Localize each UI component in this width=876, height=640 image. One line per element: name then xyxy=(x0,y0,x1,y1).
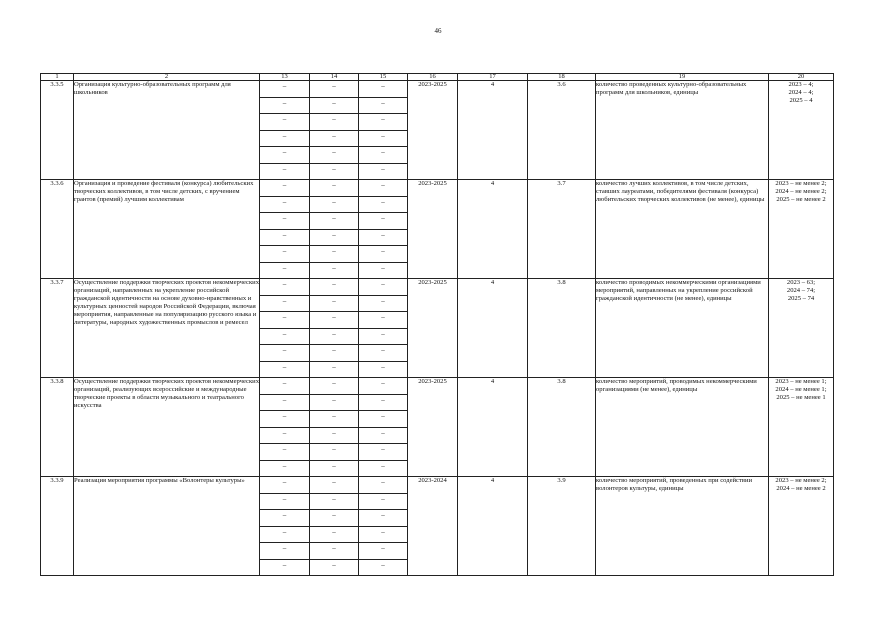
row-number: 3.3.7 xyxy=(41,279,74,378)
target-values xyxy=(769,378,834,477)
dash-value: – xyxy=(260,114,309,131)
header-cell: 2 xyxy=(74,74,260,81)
activity-name: Организация культурно-образовательных программ для школьников xyxy=(74,81,260,180)
dash-value: – xyxy=(310,279,358,296)
dash-value: – xyxy=(282,560,287,569)
dash-value: – xyxy=(359,378,407,395)
dash-column xyxy=(359,180,408,279)
row-number: 3.3.5 xyxy=(41,81,74,180)
header-cell: 20 xyxy=(769,74,834,81)
dash-value: – xyxy=(310,444,358,461)
dash-value: – xyxy=(310,494,358,511)
dash-value: – xyxy=(260,444,309,461)
dash-value: – xyxy=(359,147,407,164)
dash-column xyxy=(310,81,359,180)
dash-column xyxy=(359,378,408,477)
indicator-description: количество проводимых некоммерческими организациями мероприятий, направленных на укрепление российской гражданской идентичности (не менее), единицы xyxy=(596,279,769,378)
dash-stack xyxy=(260,279,309,377)
dash-value: – xyxy=(282,164,287,173)
dash-stack xyxy=(359,81,407,179)
dash-stack xyxy=(260,477,309,575)
target-value: 2025 – 74 xyxy=(787,295,815,303)
dash-column xyxy=(310,378,359,477)
dash-value: – xyxy=(359,81,407,98)
table-row xyxy=(41,81,834,180)
dash-value: – xyxy=(359,428,407,445)
dash-value: – xyxy=(282,362,287,371)
dash-value: – xyxy=(359,180,407,197)
dash-value: – xyxy=(260,543,309,560)
dash-value: – xyxy=(260,147,309,164)
target-values xyxy=(769,180,834,279)
target-value: 2023 – 63; xyxy=(786,279,816,286)
row-number: 3.3.9 xyxy=(41,477,74,576)
table-row xyxy=(41,180,834,279)
header-cell: 1 xyxy=(41,74,74,81)
dash-value: – xyxy=(332,362,336,371)
dash-column xyxy=(260,279,310,378)
table-row xyxy=(41,279,834,378)
dash-value: – xyxy=(359,197,407,214)
dash-stack xyxy=(260,180,309,278)
count-cell: 4 xyxy=(458,81,528,180)
dash-value: – xyxy=(359,296,407,313)
dash-value: – xyxy=(359,444,407,461)
dash-value: – xyxy=(282,263,287,272)
indicator-description: количество мероприятий, проведенных при содействии волонтеров культуры, единицы xyxy=(596,477,769,576)
dash-value: – xyxy=(381,362,385,371)
target-value: 2025 – не менее 1 xyxy=(776,394,826,402)
dash-value: – xyxy=(359,395,407,412)
dash-stack xyxy=(310,477,358,575)
years-cell: 2023-2025 xyxy=(408,81,458,180)
dash-value: – xyxy=(310,213,358,230)
header-cell: 17 xyxy=(458,74,528,81)
indicator-description: количество лучших коллективов, в том числе детских, ставших лауреатами, победителями фестиваля (конкурса) любительских творческих коллективов (не менее), единицы xyxy=(596,180,769,279)
dash-value: – xyxy=(260,230,309,247)
indicator-cell: 3.9 xyxy=(528,477,596,576)
dash-value: – xyxy=(260,527,309,544)
dash-value: – xyxy=(359,131,407,148)
dash-column xyxy=(359,477,408,576)
dash-value: – xyxy=(310,477,358,494)
dash-column xyxy=(260,477,310,576)
dash-value: – xyxy=(260,510,309,527)
activity-name: Организация и проведение фестиваля (конкурса) любительских творческих коллективов, в том числе детских, с вручением грантов (премий) лучшим коллективам xyxy=(74,180,260,279)
dash-value: – xyxy=(310,296,358,313)
indicator-description: количество проведенных культурно-образовательных программ для школьников, единицы xyxy=(596,81,769,180)
dash-value: – xyxy=(359,312,407,329)
target-value: 2025 – не менее 2 xyxy=(776,196,826,204)
target-value: 2024 – не менее 2; xyxy=(775,188,827,196)
dash-stack xyxy=(310,378,358,476)
dash-stack xyxy=(310,180,358,278)
target-value: 2023 – 4; xyxy=(788,81,814,88)
dash-column xyxy=(260,180,310,279)
target-value: 2023 – не менее 2; xyxy=(775,180,827,187)
dash-value: – xyxy=(260,98,309,115)
count-cell: 4 xyxy=(458,477,528,576)
dash-value: – xyxy=(310,230,358,247)
dash-value: – xyxy=(310,131,358,148)
dash-value: – xyxy=(359,543,407,560)
dash-value: – xyxy=(381,263,385,272)
dash-value: – xyxy=(310,312,358,329)
dash-value: – xyxy=(310,246,358,263)
dash-value: – xyxy=(332,263,336,272)
dash-value: – xyxy=(260,131,309,148)
dash-column xyxy=(260,378,310,477)
target-value: 2024 – 74; xyxy=(786,287,816,295)
dash-value: – xyxy=(260,312,309,329)
dash-value: – xyxy=(359,411,407,428)
dash-value: – xyxy=(260,279,309,296)
dash-value: – xyxy=(310,180,358,197)
dash-value: – xyxy=(310,527,358,544)
dash-value: – xyxy=(260,494,309,511)
years-cell: 2023-2025 xyxy=(408,279,458,378)
target-value: 2024 – не менее 2 xyxy=(776,485,826,493)
dash-value: – xyxy=(359,494,407,511)
years-cell: 2023-2025 xyxy=(408,180,458,279)
header-cell: 13 xyxy=(260,74,310,81)
dash-value: – xyxy=(260,81,309,98)
dash-value: – xyxy=(359,510,407,527)
target-values xyxy=(769,279,834,378)
dash-value: – xyxy=(310,197,358,214)
dash-value: – xyxy=(260,213,309,230)
page-number: 46 xyxy=(434,27,442,35)
dash-stack xyxy=(359,279,407,377)
activity-name: Реализация мероприятия программы «Волонтеры культуры» xyxy=(74,477,260,576)
dash-value: – xyxy=(310,147,358,164)
dash-value: – xyxy=(260,296,309,313)
dash-value: – xyxy=(260,345,309,362)
dash-value: – xyxy=(359,114,407,131)
row-number: 3.3.8 xyxy=(41,378,74,477)
count-cell: 4 xyxy=(458,279,528,378)
target-value: 2023 – не менее 2; xyxy=(775,477,827,484)
dash-value: – xyxy=(359,279,407,296)
dash-value: – xyxy=(260,477,309,494)
header-cell: 15 xyxy=(359,74,408,81)
header-cell: 16 xyxy=(408,74,458,81)
dash-value: – xyxy=(359,527,407,544)
dash-value: – xyxy=(310,543,358,560)
dash-value: – xyxy=(310,395,358,412)
dash-value: – xyxy=(359,246,407,263)
dash-value: – xyxy=(310,378,358,395)
dash-value: – xyxy=(260,246,309,263)
target-value: 2024 – 4; xyxy=(788,89,814,97)
dash-column xyxy=(359,81,408,180)
dash-value: – xyxy=(359,213,407,230)
header-cell: 14 xyxy=(310,74,359,81)
indicator-cell: 3.8 xyxy=(528,378,596,477)
indicator-cell: 3.8 xyxy=(528,279,596,378)
dash-value: – xyxy=(359,345,407,362)
dash-value: – xyxy=(359,477,407,494)
dash-stack xyxy=(260,81,309,179)
dash-value: – xyxy=(332,461,336,470)
dash-stack xyxy=(359,477,407,575)
dash-stack xyxy=(310,81,358,179)
dash-value: – xyxy=(310,510,358,527)
dash-value: – xyxy=(310,345,358,362)
dash-value: – xyxy=(359,329,407,346)
indicator-description: количество мероприятий, проводимых некоммерческими организациями (не менее), единицы xyxy=(596,378,769,477)
dash-stack xyxy=(359,378,407,476)
dash-value: – xyxy=(260,180,309,197)
dash-column xyxy=(310,477,359,576)
program-table xyxy=(40,73,834,576)
row-number: 3.3.6 xyxy=(41,180,74,279)
dash-value: – xyxy=(381,461,385,470)
dash-stack xyxy=(359,180,407,278)
indicator-cell: 3.6 xyxy=(528,81,596,180)
target-values xyxy=(769,81,834,180)
dash-column xyxy=(310,279,359,378)
dash-value: – xyxy=(260,428,309,445)
dash-value: – xyxy=(260,378,309,395)
indicator-cell: 3.7 xyxy=(528,180,596,279)
dash-value: – xyxy=(260,329,309,346)
dash-value: – xyxy=(381,164,385,173)
dash-value: – xyxy=(310,81,358,98)
header-row xyxy=(41,74,834,81)
dash-column xyxy=(359,279,408,378)
header-cell: 19 xyxy=(596,74,769,81)
target-value: 2023 – не менее 1; xyxy=(775,378,827,385)
dash-value: – xyxy=(332,164,336,173)
target-value: 2025 – 4 xyxy=(789,97,813,105)
activity-name: Осуществление поддержки творческих проектов некоммерческих организаций, направленных на укрепление российской гражданской идентичности на основе духовно-нравственных и культурных ценностей народов Российской Федерации, включая мероприятия, направленные на популяризацию русского языка и литературы, народных художественных промыслов и ремесел xyxy=(74,279,260,378)
count-cell: 4 xyxy=(458,378,528,477)
dash-value: – xyxy=(310,329,358,346)
table-row xyxy=(41,477,834,576)
dash-column xyxy=(260,81,310,180)
table-row xyxy=(41,378,834,477)
dash-value: – xyxy=(282,461,287,470)
dash-column xyxy=(310,180,359,279)
dash-value: – xyxy=(310,428,358,445)
dash-value: – xyxy=(381,560,385,569)
activity-name: Осуществление поддержки творческих проектов некоммерческих организаций, реализующих всероссийские и международные творческие проекты в области музыкального и театрального искусства xyxy=(74,378,260,477)
dash-value: – xyxy=(332,560,336,569)
target-values xyxy=(769,477,834,576)
dash-value: – xyxy=(260,197,309,214)
dash-stack xyxy=(260,378,309,476)
dash-value: – xyxy=(310,411,358,428)
dash-value: – xyxy=(359,98,407,115)
target-value: 2024 – не менее 1; xyxy=(775,386,827,394)
dash-value: – xyxy=(260,411,309,428)
years-cell: 2023-2025 xyxy=(408,378,458,477)
dash-value: – xyxy=(310,114,358,131)
dash-value: – xyxy=(310,98,358,115)
dash-stack xyxy=(310,279,358,377)
count-cell: 4 xyxy=(458,180,528,279)
dash-value: – xyxy=(359,230,407,247)
years-cell: 2023-2024 xyxy=(408,477,458,576)
dash-value: – xyxy=(260,395,309,412)
header-cell: 18 xyxy=(528,74,596,81)
